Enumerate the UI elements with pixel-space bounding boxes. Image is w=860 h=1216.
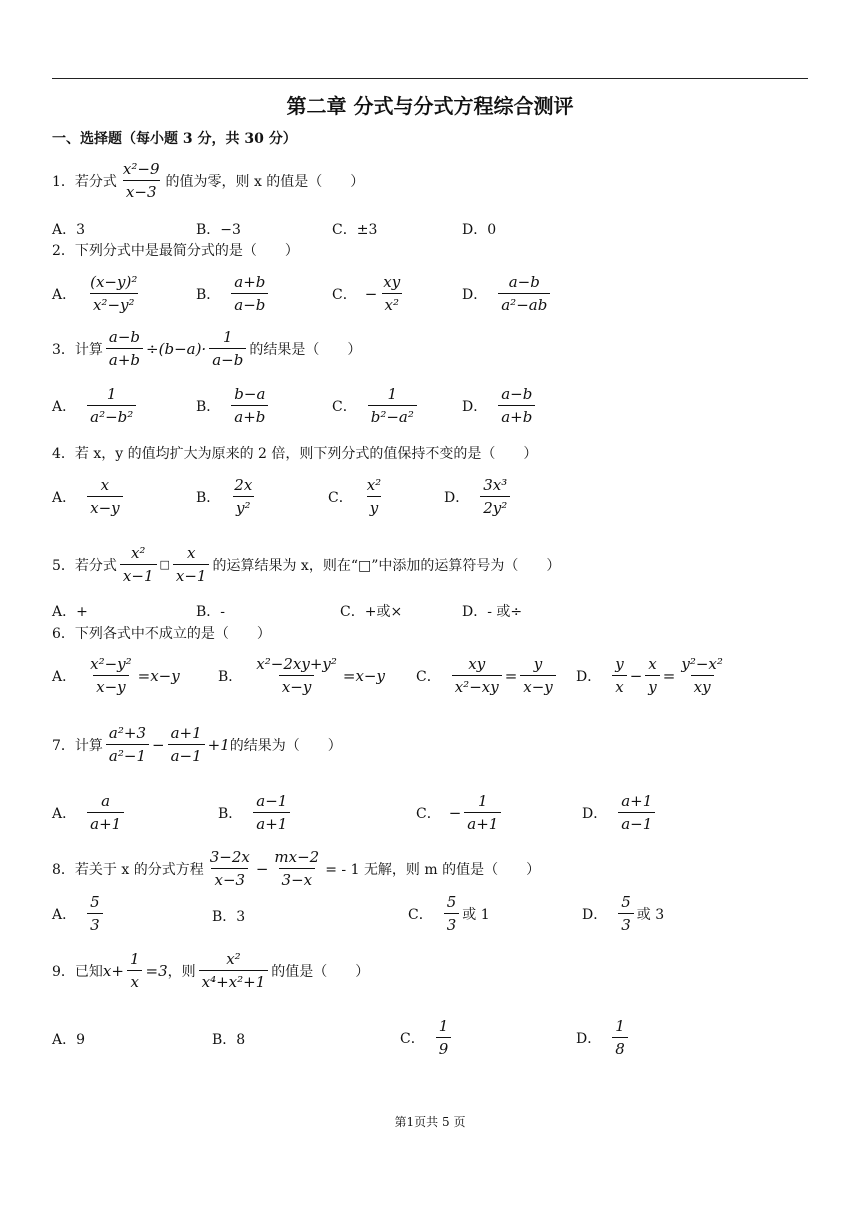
question-7 [52, 724, 342, 765]
fraction [87, 893, 103, 934]
option-b[interactable] [218, 655, 385, 696]
numerator: a−b [508, 273, 540, 291]
option-label: C． [332, 286, 357, 303]
expression: =3 [145, 961, 168, 980]
expression: x+ [102, 961, 124, 980]
fraction [498, 273, 550, 314]
option-c[interactable] [416, 655, 559, 696]
fraction [498, 385, 535, 426]
numerator: x² [226, 950, 241, 968]
numerator: x² [130, 544, 146, 562]
option-label: A． [52, 906, 77, 923]
numerator: mx−2 [274, 848, 320, 866]
option-d[interactable] [462, 385, 538, 426]
numerator: b−a [234, 385, 266, 403]
question-text: 若分式 [74, 557, 117, 574]
blank-box: □ [159, 558, 170, 571]
fraction [173, 544, 210, 585]
option-d[interactable] [462, 273, 553, 314]
numerator: a [101, 792, 111, 810]
fraction [618, 893, 634, 934]
option-label: C． [332, 398, 357, 415]
denominator: 8 [612, 1037, 628, 1058]
option-a[interactable]: A．+ [52, 604, 88, 620]
question-4: 4．若 x，y 的值均扩大为原来的 2 倍，则下列分式的值保持不变的是（ ） [52, 446, 538, 462]
option-a[interactable]: A．9 [52, 1032, 86, 1048]
option-label: B． [196, 398, 221, 415]
option-label: B． [196, 286, 221, 303]
option-d[interactable] [582, 792, 658, 833]
question-text: = - 1 无解，则 m 的值是（ ） [325, 861, 541, 878]
numerator: 5 [90, 893, 100, 911]
denominator: x−y [279, 675, 315, 696]
numerator: x²−9 [122, 160, 160, 178]
denominator: b²−a² [368, 405, 417, 426]
numerator: 2x [234, 476, 253, 494]
denominator: x−y [520, 675, 556, 696]
denominator: a+b [498, 405, 535, 426]
equals: = [662, 666, 676, 685]
option-label: D． [582, 906, 608, 923]
option-a[interactable] [52, 273, 143, 314]
numerator: 5 [621, 893, 631, 911]
option-b[interactable]: B．- [196, 604, 226, 620]
numerator: y [533, 655, 543, 673]
fraction [464, 792, 501, 833]
denominator: x−y [93, 675, 129, 696]
fraction [452, 655, 502, 696]
denominator: a²−1 [106, 744, 149, 765]
option-label: A． [52, 489, 77, 506]
denominator: x−y [87, 496, 123, 517]
question-8 [52, 848, 540, 889]
denominator: x²−y² [90, 293, 138, 314]
question-text: 的结果为（ ） [229, 737, 342, 754]
section-title: 一、选择题（每小题 3 分，共 30 分） [52, 131, 297, 147]
denominator: a−b [231, 293, 268, 314]
numerator: 1 [478, 792, 488, 810]
numerator: a²+3 [108, 724, 146, 742]
question-text: 的结果是（ ） [249, 341, 362, 358]
question-text: 若关于 x 的分式方程 [74, 861, 204, 878]
denominator: xy [691, 675, 714, 696]
expression: =x−y [342, 666, 385, 685]
denominator: x⁴+x²+1 [199, 970, 269, 991]
operator: − [255, 859, 269, 878]
numerator: y²−x² [681, 655, 723, 673]
question-5 [52, 544, 560, 585]
option-b[interactable] [196, 273, 271, 314]
fraction [380, 273, 403, 314]
numerator: xy [468, 655, 486, 673]
numerator: a+1 [170, 724, 202, 742]
option-label: D． [576, 1030, 602, 1047]
option-d[interactable] [576, 1017, 631, 1058]
operator: − [152, 735, 165, 754]
option-label: D． [582, 805, 608, 822]
denominator: a+1 [253, 812, 290, 833]
denominator: x−3 [123, 180, 160, 201]
option-suffix: 或 1 [462, 906, 490, 923]
option-a[interactable]: A．3 [52, 222, 86, 238]
question-text: 的值为零，则 x 的值是（ ） [165, 173, 365, 190]
fraction [87, 792, 124, 833]
numerator: x²−y² [90, 655, 132, 673]
denominator: y² [233, 496, 254, 517]
numerator: 3x³ [483, 476, 508, 494]
question-6: 6．下列各式中不成立的是（ ） [52, 626, 271, 642]
fraction [207, 848, 253, 889]
denominator: 9 [436, 1037, 452, 1058]
fraction [209, 328, 246, 369]
option-b[interactable]: B．3 [212, 909, 246, 925]
option-b[interactable] [218, 792, 293, 833]
question-text: 若分式 [74, 173, 117, 190]
denominator: a−1 [618, 812, 655, 833]
denominator: a−b [209, 348, 246, 369]
denominator: a+b [106, 348, 143, 369]
fraction [444, 893, 460, 934]
option-label: D． [462, 398, 488, 415]
numerator: a−1 [256, 792, 288, 810]
option-d[interactable]: D．0 [462, 222, 497, 238]
question-text: 的值是（ ） [271, 963, 370, 980]
question-3 [52, 328, 361, 369]
denominator: y [645, 675, 659, 696]
option-c[interactable] [332, 385, 420, 426]
option-label: B． [218, 805, 243, 822]
numerator: 1 [222, 328, 233, 346]
question-1 [52, 160, 364, 201]
fraction [87, 273, 140, 314]
option-label: C． [416, 805, 441, 822]
question-text: 计算 [74, 341, 103, 358]
option-suffix: 或 3 [636, 906, 665, 923]
option-label: B． [196, 489, 221, 506]
question-text: 已知 [74, 963, 103, 980]
option-b[interactable] [196, 385, 271, 426]
sign: − [364, 284, 378, 303]
option-label: C． [400, 1030, 425, 1047]
question-text: 的运算结果为 x，则在“□”中添加的运算符号为（ ） [212, 557, 561, 574]
fraction [87, 385, 136, 426]
denominator: a²−b² [87, 405, 136, 426]
fraction [120, 160, 163, 201]
fraction [231, 273, 268, 314]
numerator: y [615, 655, 624, 673]
fraction [199, 950, 269, 991]
numerator: 1 [438, 1017, 449, 1035]
option-c[interactable] [408, 893, 490, 934]
option-a[interactable] [52, 385, 139, 426]
option-c[interactable] [416, 792, 504, 833]
option-label: C． [416, 668, 441, 685]
question-number: 3． [52, 341, 75, 358]
option-d[interactable] [582, 893, 664, 934]
fraction [127, 950, 143, 991]
expression: ÷(b−a)· [146, 339, 207, 358]
option-label: A． [52, 668, 77, 685]
operator: − [629, 666, 643, 685]
question-number: 9． [52, 963, 75, 980]
denominator: a+1 [87, 812, 124, 833]
denominator: a−1 [168, 744, 205, 765]
option-label: D． [444, 489, 470, 506]
numerator: x [648, 655, 657, 673]
expression: =x−y [137, 666, 180, 685]
denominator: 3 [618, 913, 634, 934]
option-c[interactable] [332, 273, 406, 314]
option-label: B． [218, 668, 243, 685]
option-d[interactable]: D．- 或÷ [462, 604, 523, 620]
numerator: 3−2x [209, 848, 250, 866]
option-label: A． [52, 398, 77, 415]
option-b[interactable] [196, 476, 258, 517]
question-number: 1． [52, 173, 75, 190]
denominator: x−1 [120, 564, 157, 585]
option-label: A． [52, 286, 77, 303]
option-a[interactable] [52, 792, 127, 833]
question-9 [52, 950, 369, 991]
denominator: x−1 [173, 564, 210, 585]
question-2: 2．下列分式中是最简分式的是（ ） [52, 243, 299, 259]
denominator: a+b [231, 405, 268, 426]
page-title: 第二章 分式与分式方程综合测评 [286, 94, 574, 118]
option-c[interactable]: C．±3 [332, 222, 378, 238]
option-c[interactable] [328, 476, 387, 517]
fraction [520, 655, 556, 696]
numerator: x²−2xy+y² [256, 655, 337, 673]
option-c[interactable]: C．+或× [340, 604, 403, 620]
option-label: D． [462, 286, 488, 303]
numerator: a+b [234, 273, 266, 291]
denominator: y [367, 496, 381, 517]
denominator: x²−xy [452, 675, 502, 696]
numerator: x² [366, 476, 382, 494]
numerator: a−b [108, 328, 141, 346]
option-a[interactable] [52, 655, 180, 696]
numerator: 1 [129, 950, 140, 968]
fraction [106, 724, 149, 765]
fraction [87, 655, 135, 696]
question-number: 5． [52, 557, 75, 574]
numerator: 1 [615, 1017, 625, 1035]
numerator: xy [383, 273, 401, 291]
page-footer: 第1页共 5 页 [394, 1115, 466, 1129]
question-text: ，则 [167, 963, 196, 980]
fraction [271, 848, 322, 889]
option-d[interactable] [444, 476, 513, 517]
fraction [231, 476, 255, 517]
fraction [436, 1017, 452, 1058]
denominator: x [127, 970, 141, 991]
numerator: x [186, 544, 196, 562]
option-label: C． [408, 906, 433, 923]
fraction [253, 655, 340, 696]
fraction [231, 385, 268, 426]
denominator: x [612, 675, 626, 696]
fraction [612, 1017, 628, 1058]
fraction [364, 476, 384, 517]
question-text: 计算 [74, 737, 103, 754]
expression: +1 [207, 735, 230, 754]
question-number: 7． [52, 737, 75, 754]
fraction [612, 655, 626, 696]
fraction [678, 655, 726, 696]
equals: = [504, 666, 518, 685]
denominator: x² [382, 293, 402, 314]
fraction [618, 792, 655, 833]
numerator: x [100, 476, 110, 494]
fraction [645, 655, 659, 696]
option-label: D． [576, 668, 602, 685]
denominator: x−3 [211, 868, 248, 889]
numerator: a+1 [621, 792, 653, 810]
denominator: 3 [444, 913, 460, 934]
fraction [168, 724, 205, 765]
denominator: 2y² [480, 496, 510, 517]
option-label: A． [52, 805, 77, 822]
sign: − [448, 803, 462, 822]
header-rule [52, 78, 808, 79]
fraction [253, 792, 290, 833]
option-b[interactable]: B．8 [212, 1032, 246, 1048]
numerator: a−b [501, 385, 533, 403]
option-c[interactable] [400, 1017, 454, 1058]
numerator: 5 [446, 893, 457, 911]
numerator: 1 [387, 385, 398, 403]
option-d[interactable] [576, 655, 729, 696]
fraction [87, 476, 123, 517]
denominator: 3 [87, 913, 103, 934]
denominator: 3−x [279, 868, 316, 889]
fraction [106, 328, 143, 369]
fraction [368, 385, 417, 426]
option-a[interactable] [52, 893, 106, 934]
denominator: a+1 [464, 812, 501, 833]
option-b[interactable]: B．−3 [196, 222, 241, 238]
option-label: C． [328, 489, 353, 506]
option-a[interactable] [52, 476, 126, 517]
fraction [480, 476, 510, 517]
question-number: 8． [52, 861, 75, 878]
fraction [120, 544, 157, 585]
numerator: 1 [106, 385, 117, 403]
denominator: a²−ab [498, 293, 550, 314]
numerator: (x−y)² [90, 273, 138, 291]
